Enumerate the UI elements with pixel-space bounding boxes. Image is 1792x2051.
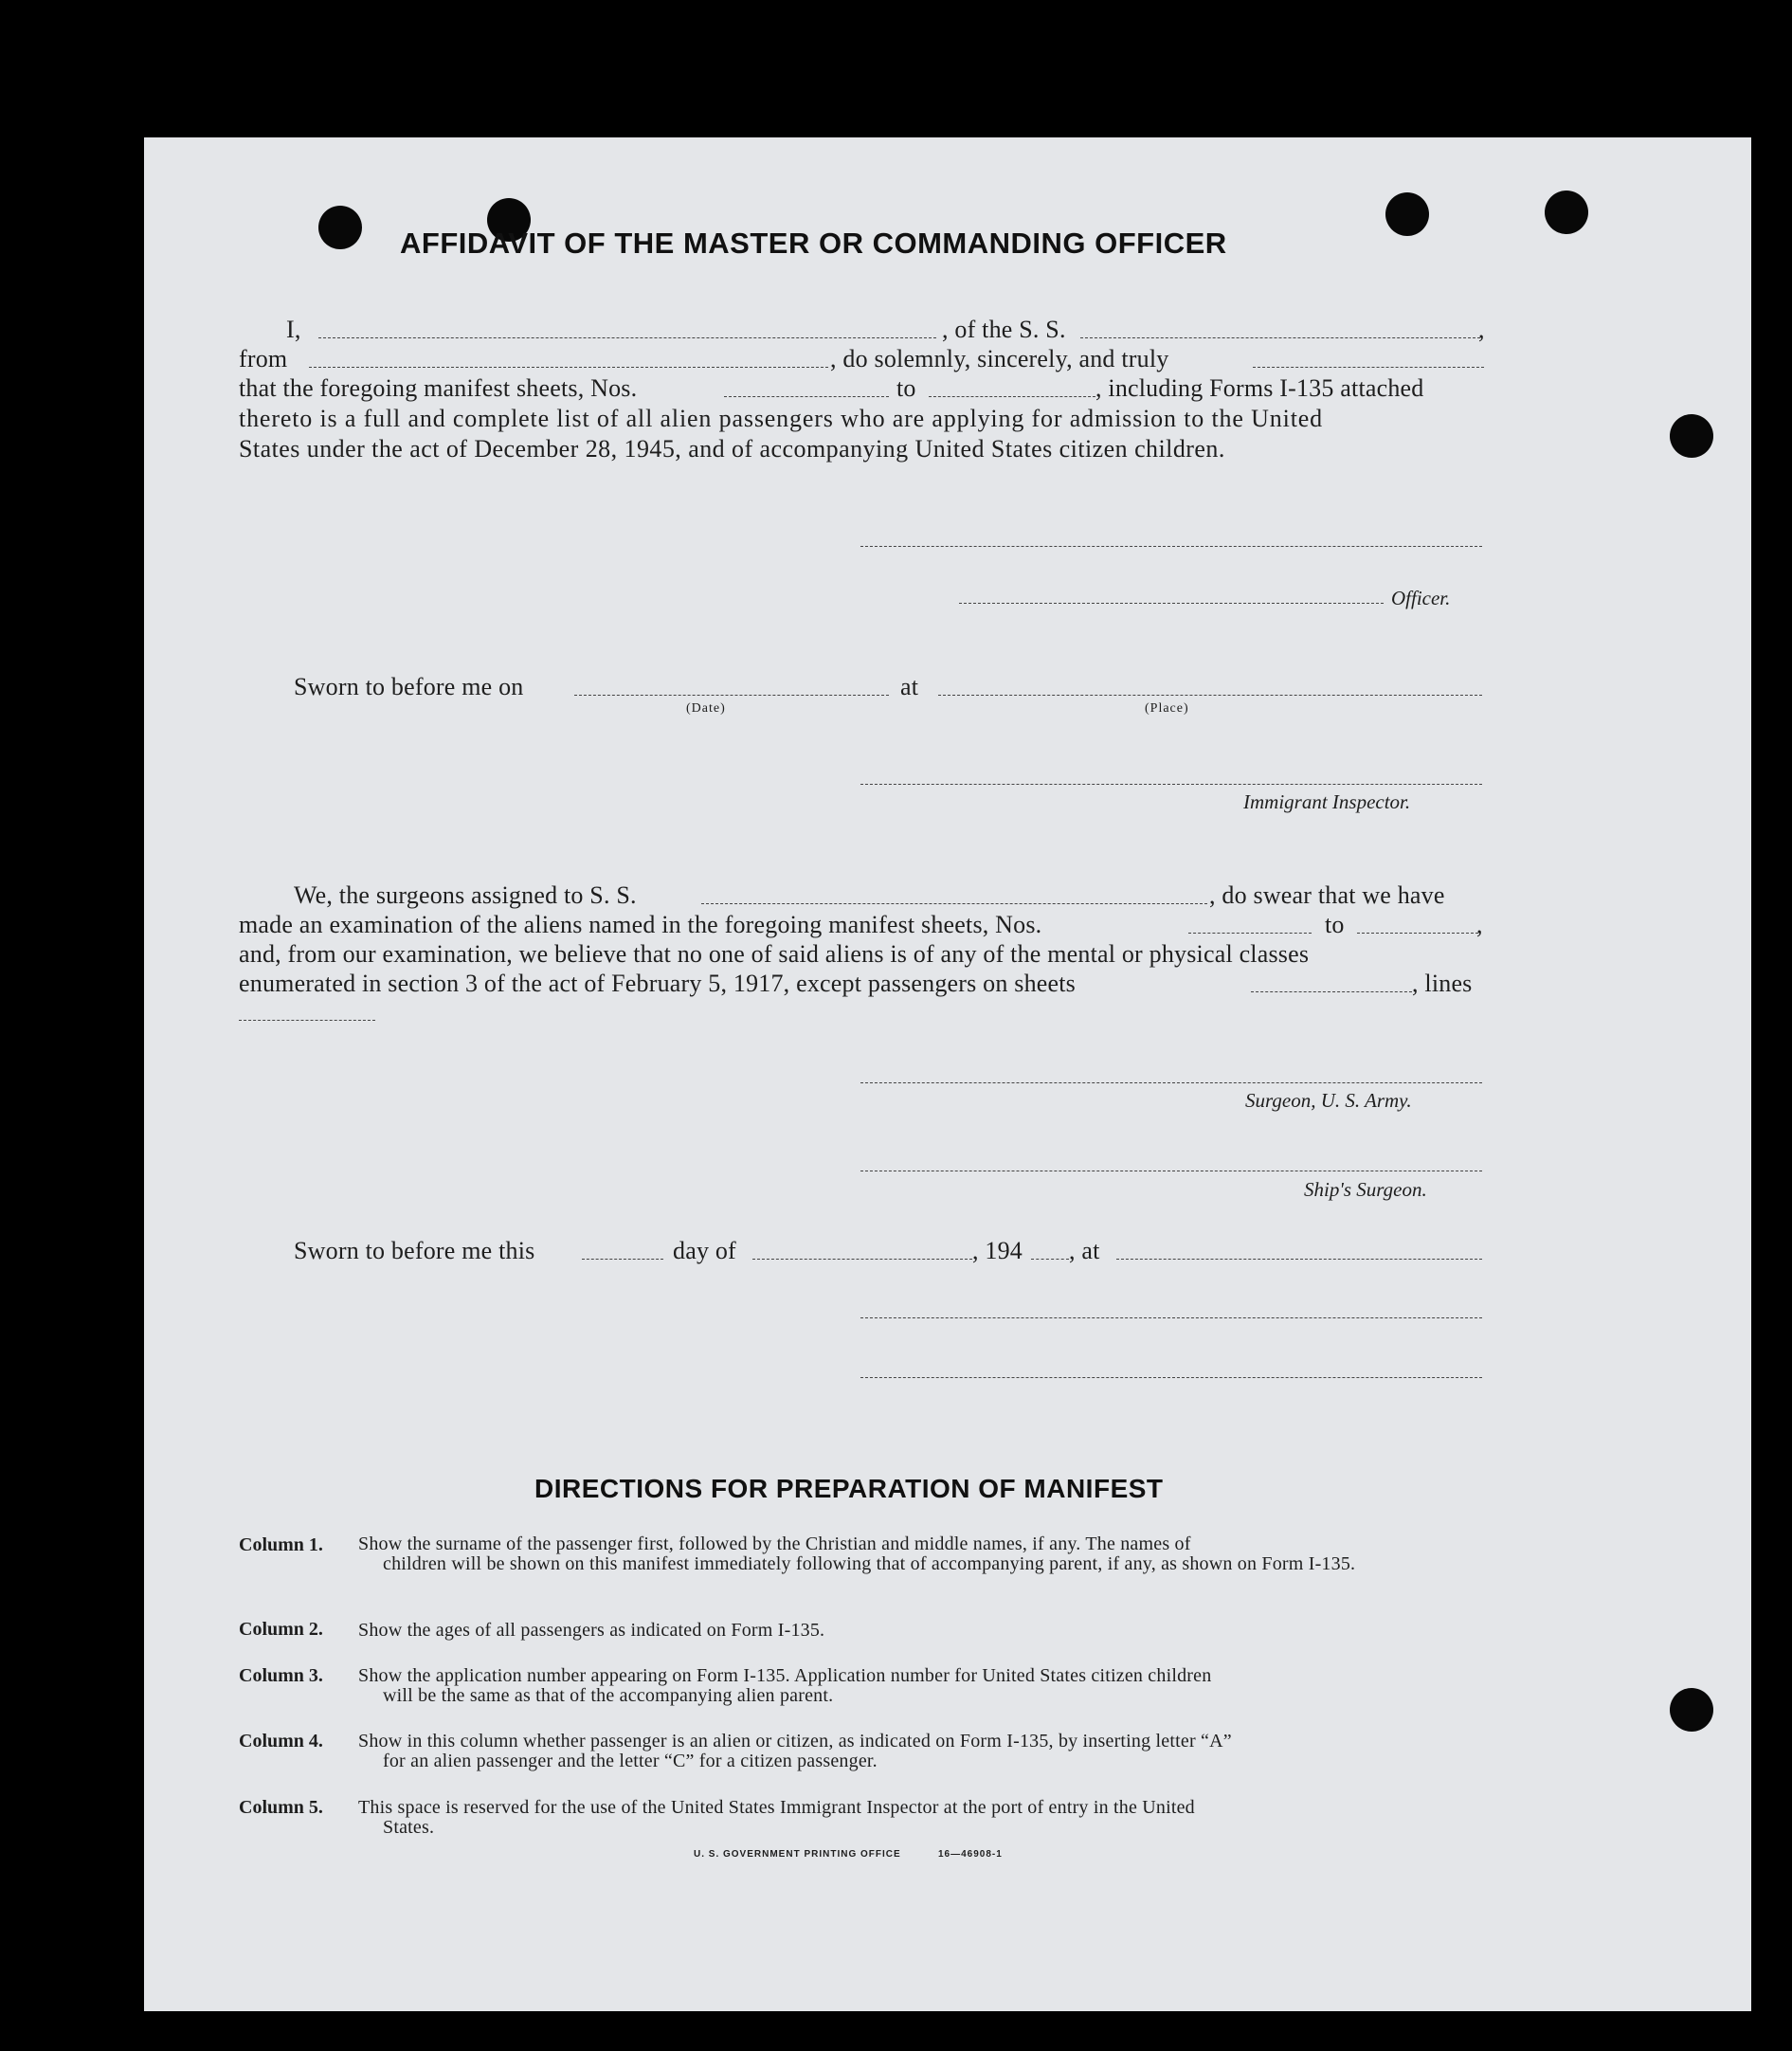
sworn-location-blank[interactable] — [1116, 1259, 1482, 1260]
place-caption: (Place) — [1145, 701, 1189, 716]
army-surgeon-label: Surgeon, U. S. Army. — [1245, 1089, 1412, 1112]
direction-first-line: This space is reserved for the use of the United States Immigrant Inspector at the port of entry in the United — [358, 1797, 1195, 1818]
direction-continuation: children will be shown on this manifest immediately following that of accompanying parent, if any, as shown on Form I-135. — [383, 1553, 1356, 1574]
ship-name-blank[interactable] — [1080, 337, 1480, 338]
inspector-label: Immigrant Inspector. — [1243, 790, 1411, 813]
punch-hole-top-right — [1385, 192, 1429, 236]
sworn-at: , at — [1069, 1237, 1100, 1264]
surgeons-ship-blank[interactable] — [701, 903, 1207, 904]
direction-continuation: for an alien passenger and the letter “C” for a citizen passenger. — [383, 1751, 878, 1771]
direction-text — [358, 1621, 1486, 1641]
surgeons-sheet-from-blank[interactable] — [1188, 933, 1312, 934]
sworn-signature-line-1[interactable] — [860, 1317, 1482, 1318]
date-caption: (Date) — [686, 701, 726, 716]
sworn-at-label: at — [900, 673, 919, 700]
affidavit-manifest-nos: that the foregoing manifest sheets, Nos. — [239, 374, 638, 402]
inspector-signature-line[interactable] — [860, 784, 1482, 785]
sworn-signature-line-2[interactable] — [860, 1377, 1482, 1378]
direction-first-line: Show the application number appearing on Form I-135. Application number for United States citizen children — [358, 1665, 1212, 1686]
direction-first-line: Show in this column whether passenger is an alien or citizen, as indicated on Form I-135, by inserting letter “A” — [358, 1731, 1232, 1752]
direction-label: Column 2. — [239, 1619, 323, 1640]
affidavit-including: , including Forms I-135 attached — [1095, 374, 1424, 402]
direction-label: Column 3. — [239, 1665, 323, 1686]
direction-first-line: Show the surname of the passenger first, followed by the Christian and middle names, if any. The names of — [358, 1534, 1191, 1554]
affidavit-to: to — [896, 374, 916, 402]
affidavit-do-solemnly: , do solemnly, sincerely, and truly — [830, 345, 1169, 372]
direction-label: Column 1. — [239, 1534, 323, 1555]
form-code: 16—46908-1 — [938, 1849, 1003, 1860]
punch-hole-top-left — [318, 206, 362, 249]
surgeons-sheets-blank[interactable] — [1251, 991, 1412, 992]
direction-text — [358, 1666, 1486, 1706]
direction-text — [358, 1798, 1486, 1838]
affidavit-of-ss: , of the S. S. — [942, 316, 1066, 343]
direction-label: Column 5. — [239, 1797, 323, 1818]
punch-hole-right-upper — [1670, 414, 1713, 458]
surgeons-sheet-to-blank[interactable] — [1357, 933, 1478, 934]
sheet-to-blank[interactable] — [929, 396, 1095, 397]
direction-text — [358, 1732, 1486, 1771]
master-name-blank[interactable] — [318, 337, 936, 338]
affidavit-from: from — [239, 345, 288, 372]
officer-label: Officer. — [1391, 587, 1451, 609]
direction-continuation: States. — [383, 1817, 435, 1838]
surgeons-lines: , lines — [1412, 970, 1473, 997]
sworn-year-blank[interactable] — [1031, 1259, 1069, 1260]
affidavit-line5: States under the act of December 28, 1945, and of accompanying United States citizen children. — [239, 435, 1225, 463]
page-title: AFFIDAVIT OF THE MASTER OR COMMANDING OFFICER — [400, 227, 1227, 260]
surgeons-lines-blank[interactable] — [239, 1020, 375, 1021]
officer-title-line[interactable] — [959, 603, 1384, 604]
surgeons-do-swear: , do swear that we have — [1209, 881, 1445, 909]
officer-signature-line[interactable] — [860, 546, 1482, 547]
direction-text — [358, 1534, 1486, 1574]
affidavit-line4: thereto is a full and complete list of all alien passengers who are applying for admission to the United — [239, 405, 1324, 432]
oath-blank[interactable] — [1253, 367, 1484, 368]
punch-hole-right-lower — [1670, 1688, 1713, 1732]
punctuation: , — [1478, 316, 1485, 343]
army-surgeon-signature-line[interactable] — [860, 1082, 1482, 1083]
surgeons-made-exam: made an examination of the aliens named in the foregoing manifest sheets, Nos. — [239, 911, 1042, 938]
sworn-year: , 194 — [972, 1237, 1023, 1264]
direction-first-line: Show the ages of all passengers as indicated on Form I-135. — [358, 1620, 825, 1641]
directions-heading: DIRECTIONS FOR PREPARATION OF MANIFEST — [534, 1474, 1164, 1503]
sworn-place-blank[interactable] — [938, 695, 1482, 696]
affidavit-i: I, — [286, 316, 301, 343]
sworn-day-blank[interactable] — [582, 1259, 663, 1260]
ship-surgeon-label: Ship's Surgeon. — [1304, 1178, 1427, 1201]
surgeons-line3: and, from our examination, we believe that no one of said aliens is of any of the mental or physical classes — [239, 940, 1310, 968]
printer-imprint: U. S. GOVERNMENT PRINTING OFFICE — [694, 1849, 901, 1860]
punctuation: , — [1476, 911, 1483, 938]
sworn-this-label: Sworn to before me this — [294, 1237, 535, 1264]
direction-label: Column 4. — [239, 1731, 323, 1752]
sworn-day-of: day of — [673, 1237, 736, 1264]
sworn-date-blank[interactable] — [574, 695, 889, 696]
surgeons-assigned: We, the surgeons assigned to S. S. — [294, 881, 637, 909]
surgeons-enumerated: enumerated in section 3 of the act of February 5, 1917, except passengers on sheets — [239, 970, 1076, 997]
sworn-month-blank[interactable] — [752, 1259, 972, 1260]
punch-hole-top-right-2 — [1545, 191, 1588, 234]
from-port-blank[interactable] — [309, 367, 828, 368]
sheet-from-blank[interactable] — [724, 396, 889, 397]
direction-continuation: will be the same as that of the accompanying alien parent. — [383, 1685, 834, 1706]
sworn-on-label: Sworn to before me on — [294, 673, 524, 700]
surgeons-to: to — [1325, 911, 1345, 938]
